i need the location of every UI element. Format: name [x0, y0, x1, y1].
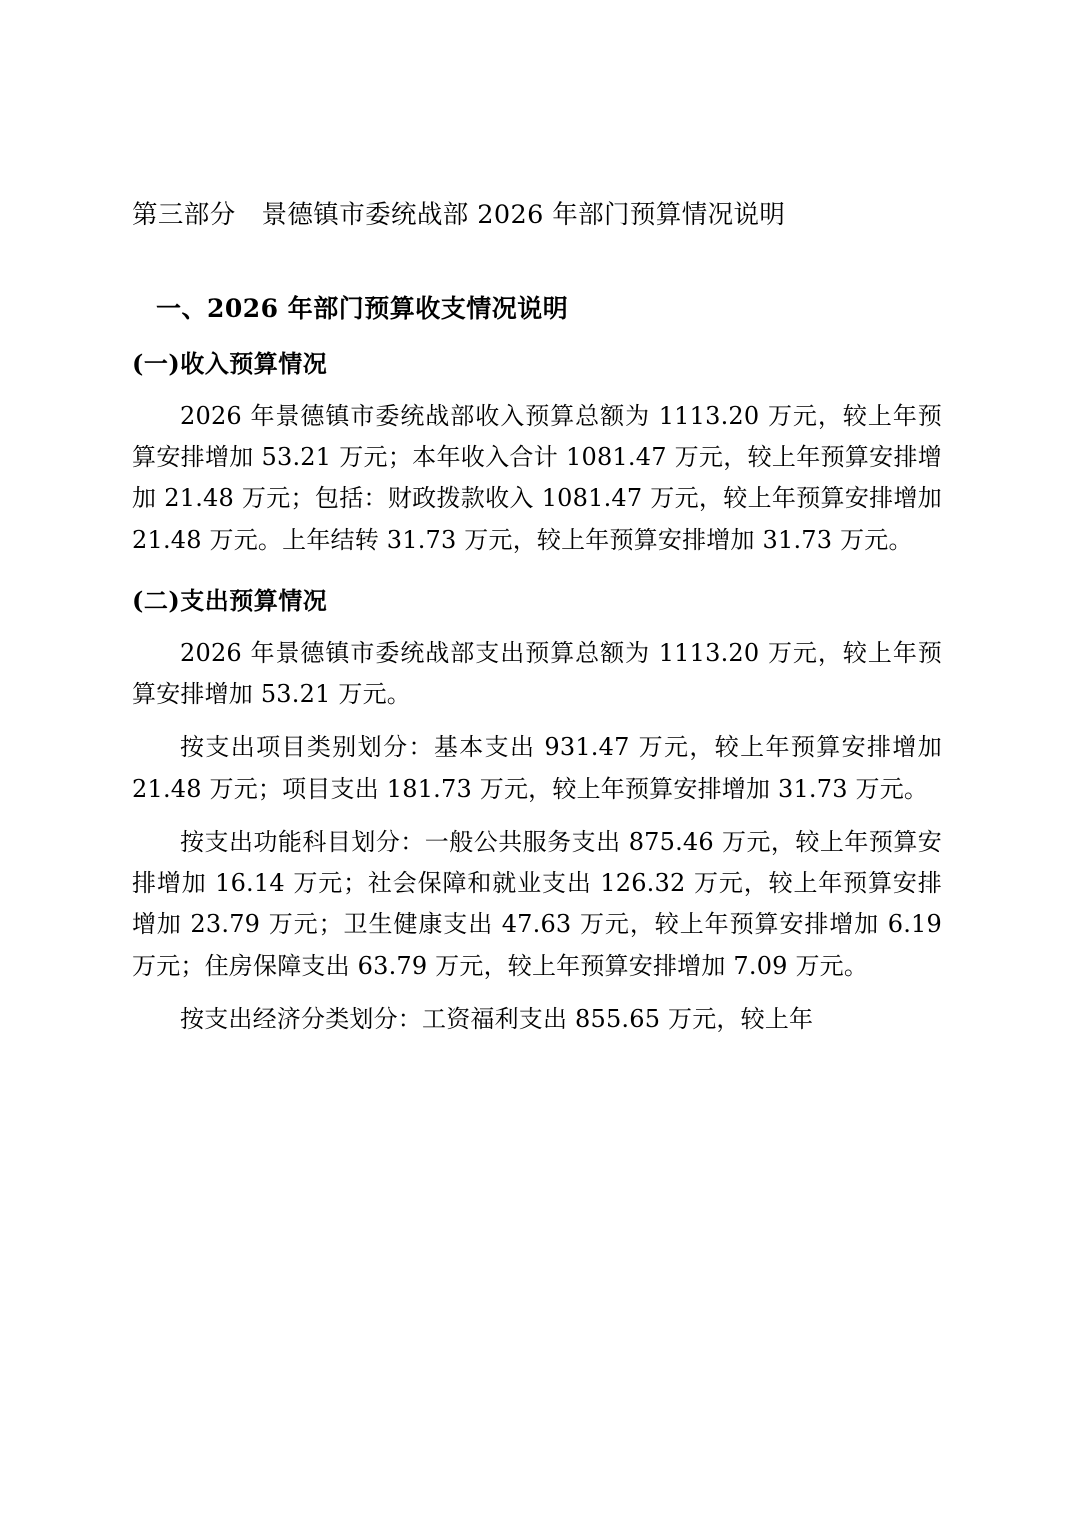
spacer [132, 573, 942, 583]
paragraph-expenditure-by-function: 按支出功能科目划分：一般公共服务支出 875.46 万元，较上年预算安排增加 16.14 万元；社会保障和就业支出 126.32 万元，较上年预算安排增加 23.79 万元；卫生健康支出 47.63 万元，较上年预算安排增加 6.19 万元；住房保障支出 63.79 万元，较上年预算安排增加 7.09 万元。 [132, 827, 942, 980]
page-title: 第三部分 景德镇市委统战部 2026 年部门预算情况说明 [132, 200, 786, 230]
section-heading-1: 一、2026 年部门预算收支情况说明 [156, 294, 569, 324]
paragraph-expenditure-total: 2026 年景德镇市委统战部支出预算总额为 1113.20 万元，较上年预算安排增加 53.21 万元。 [132, 638, 942, 709]
paragraph-expenditure-by-category: 按支出项目类别划分：基本支出 931.47 万元，较上年预算安排增加 21.48 万元；项目支出 181.73 万元，较上年预算安排增加 31.73 万元。 [132, 733, 942, 803]
subsection-heading-income: (一)收入预算情况 [132, 348, 328, 378]
paragraph-expenditure-by-economic-class: 按支出经济分类划分：工资福利支出 855.65 万元，较上年 [180, 1004, 814, 1033]
subsection-heading-expenditure: (二)支出预算情况 [132, 585, 328, 615]
paragraph-income-budget: 2026 年景德镇市委统战部收入预算总额为 1113.20 万元，较上年预算安排增加 53.21 万元；本年收入合计 1081.47 万元，较上年预算安排增加 21.48 万元；包括：财政拨款收入 1081.47 万元，较上年预算安排增加 21.48 万元。上年结转 31.73 万元，较上年预算安排增加 31.73 万元。 [132, 401, 942, 554]
